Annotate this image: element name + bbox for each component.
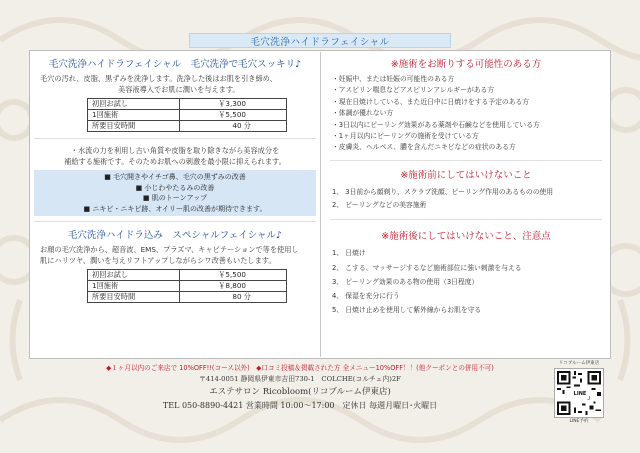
- special-description: [34, 244, 316, 266]
- list-item: ・アスピリン喘息などアスピリンアレルギーがある方: [332, 86, 495, 95]
- price-value: ￥3,300: [180, 99, 287, 110]
- price-label: 初回お試し: [88, 270, 180, 281]
- page-title-text: 毛穴洗浄ハイドラフェイシャル: [250, 36, 390, 48]
- address-text: 〒414-0051 静岡県伊東市吉田730-1 COLCHE(コルチェ内)2F: [199, 375, 401, 383]
- list-item: 1、 3日前から顔剃り、スクラブ洗顔、ピーリング作用のあるものの使用: [332, 187, 554, 196]
- table-row: [88, 99, 287, 110]
- shop-name: エステサロン Ricobloom(リコブルーム伊東店): [209, 387, 391, 397]
- list-item: ・妊娠中、または妊娠の可能性のある方: [332, 75, 455, 83]
- section-separator: [34, 221, 316, 222]
- special-price-table: [87, 269, 287, 303]
- price-label: 所要目安時間: [88, 121, 180, 132]
- table-row: [88, 110, 287, 121]
- after-section-title: ※施術後にしてはいけないこと、注意点: [381, 231, 551, 243]
- list-item: ■ 毛穴開きやイチゴ鼻、毛穴の黒ずみの改善: [104, 173, 246, 181]
- promo-text: ◆１ヶ月以内のご来店で 10%OFF!!(コース以外) ◆口コミ投稿＆掲載された方 全メニュー10%OFF！！(他クーポンとの併用不可): [106, 364, 494, 372]
- list-item: 2、 こする、マッサージするなど施術部位に強い刺激を与える: [332, 263, 522, 272]
- price-value: ￥8,800: [180, 281, 287, 292]
- special-desc-line: お顔の毛穴洗浄から、超音波、EMS、プラズマ、キャビテーションで等を使用し: [40, 245, 299, 254]
- price-label: 初回お試し: [88, 99, 180, 110]
- refuse-list: [326, 74, 606, 154]
- section-separator: [34, 138, 316, 139]
- contact-text: TEL 050-8890-4421 営業時間 10:00～17:00 定休日 毎週月曜日･火曜日: [162, 401, 438, 410]
- list-item: ・体調が優れない方: [332, 109, 394, 118]
- refuse-section-title: ※施術をお断りする可能性のある方: [390, 59, 542, 70]
- section-separator: [330, 160, 602, 161]
- list-item: ■ 肌のトーンアップ: [142, 194, 208, 202]
- list-item: 3、 ピーリング効果のある物の使用（3日程度）: [332, 277, 479, 286]
- list-item: ■ ニキビ・ニキビ跡、オイリー肌の改善が期待できます。: [83, 204, 267, 213]
- qr-code-icon[interactable]: [554, 368, 604, 418]
- qr-label-bottom: LINE予約: [569, 419, 589, 424]
- list-item: 5、 日焼け止めを使用して紫外線からお肌を守る: [332, 306, 482, 315]
- price-label: 1回施術: [88, 281, 180, 292]
- price-value: ￥5,500: [180, 110, 287, 121]
- list-item: 1、 日焼け: [332, 249, 366, 258]
- list-item: ・1ヶ月以内にピーリングの施術を受けている方: [332, 132, 479, 141]
- price-label: 1回施術: [88, 110, 180, 121]
- price-value: ￥5,500: [180, 270, 287, 281]
- hydra-desc-line: 美容液導入でお肌に潤いを与えます。: [118, 85, 240, 94]
- column-divider: [320, 52, 321, 357]
- hydra-features-description: [34, 145, 316, 167]
- list-item: 4、 保湿を充分に行う: [332, 292, 400, 301]
- hydra-section-title: 毛穴洗浄ハイドラフェイシャル 毛穴洗浄で毛穴スッキリ♪: [48, 59, 302, 70]
- list-item: ・3日以内にピーリング効果がある薬剤や石鹸などを使用している方: [332, 120, 540, 129]
- page-title: [189, 33, 451, 48]
- table-row: [88, 292, 287, 303]
- features-desc-line: ・水流の力を利用し古い角質や皮脂を取り除きながら美容成分を: [70, 146, 280, 155]
- list-item: ・現在日焼けしている、また近日中に日焼けをする予定のある方: [332, 97, 530, 106]
- table-row: [88, 281, 287, 292]
- after-list: [326, 246, 606, 317]
- before-list: [326, 186, 606, 212]
- price-value: 40 分: [180, 121, 287, 132]
- before-section-title: ※施術前にしてはいけないこと: [400, 169, 532, 181]
- table-row: [88, 270, 287, 281]
- list-item: ・皮膚炎、ヘルペス、膿を含んだニキビなどの症状のある方: [332, 143, 516, 152]
- features-desc-line: 補給する施術です。そのためお肌への刺激を最小限に抑えられます。: [64, 157, 286, 166]
- line-logo-icon: LINE: [571, 388, 589, 399]
- price-value: 80 分: [180, 292, 287, 303]
- list-item: ■ 小じわやたるみの改善: [135, 183, 215, 192]
- section-separator: [330, 219, 602, 220]
- table-row: [88, 121, 287, 132]
- features-box: [34, 170, 316, 216]
- hydra-description: [34, 73, 316, 95]
- hydra-price-table: [87, 98, 287, 132]
- special-desc-line: 肌にハリツヤ、潤いを与えリフトアップしながらシワ改善もいたします。: [40, 256, 276, 265]
- footer: [40, 363, 560, 411]
- special-section-title: 毛穴洗浄ハイドラ込み スペシャルフェイシャル♪: [67, 230, 283, 241]
- price-label: 所要目安時間: [88, 292, 180, 303]
- hydra-desc-line: 毛穴の汚れ、皮脂、黒ずみを洗浄します。洗浄した後はお肌を引き締め、: [40, 74, 277, 83]
- qr-label-top: リコブルーム伊東店: [558, 361, 600, 366]
- line-qr-code[interactable]: [550, 361, 608, 429]
- list-item: 2、 ピーリングなどの美容施術: [332, 200, 427, 209]
- right-column: [326, 52, 606, 317]
- left-column: [34, 52, 316, 303]
